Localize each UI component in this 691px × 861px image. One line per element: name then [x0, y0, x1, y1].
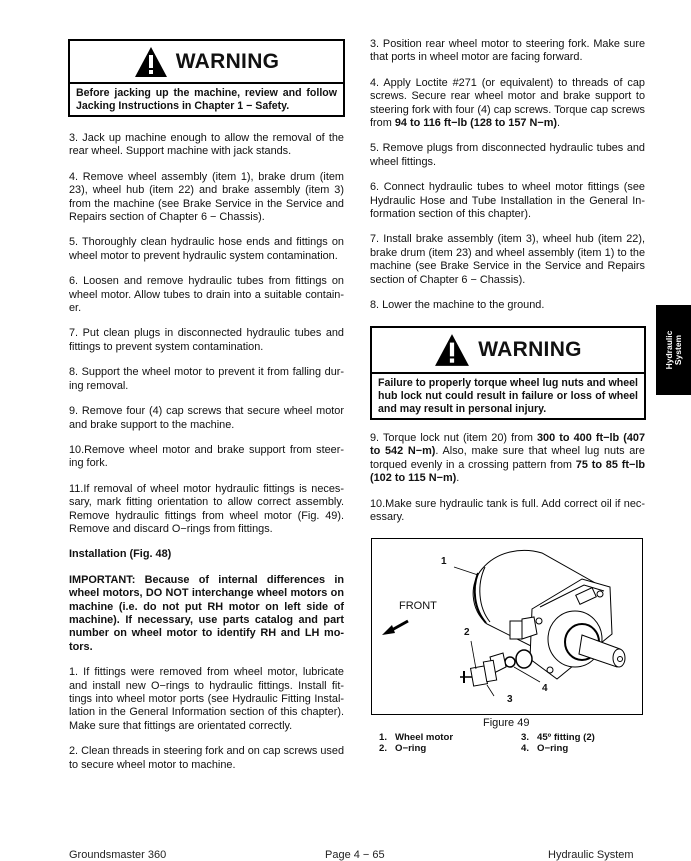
- warning-header: [70, 41, 343, 84]
- legend-item-3: [521, 732, 595, 743]
- warning-box-jacking: [68, 39, 345, 117]
- section-tab-label: [665, 331, 683, 370]
- callout-4: 4: [542, 683, 548, 694]
- install-step-5: 5. Remove plugs from disconnected hydraulic tubes and wheel fittings.: [370, 142, 645, 168]
- legend-label: O−ring: [395, 743, 427, 754]
- tab-line-1: Hydraulic: [663, 330, 674, 370]
- legend-label: 45º fitting (2): [537, 732, 595, 743]
- legend-num: 2.: [379, 743, 388, 754]
- legend-label: Wheel motor: [395, 732, 454, 743]
- install-step-4: [370, 77, 645, 131]
- torque-spec: 94 to 116 ft−lb (128 to 157 N−m): [394, 117, 558, 130]
- step-9: 9. Remove four (4) cap screws that secure wheel motor and brake support to the machine.: [69, 405, 344, 431]
- warning-title: WARNING: [175, 49, 280, 73]
- warning-text: Failure to properly torque wheel lug nuts and wheel hub lock nut could result in failure or loss of wheel and may result in personal injury.: [378, 377, 638, 415]
- front-arrow-icon: [382, 621, 408, 635]
- install-step-8: 8. Lower the machine to the ground.: [370, 299, 545, 312]
- section-tab-hydraulic-system: [656, 305, 691, 395]
- figure-49-frame: [371, 538, 643, 715]
- step-4-text: 4. Apply Loctite #271 (or equivalent) to threads of cap screws. Secure rear wheel motor and brake support to steering fork with four (4) cap screws. Torque cap screws from: [370, 76, 645, 130]
- lugnut-torque-spec: 75 to 85 ft−lb (102 to 115 N−m): [370, 458, 645, 485]
- callout-1: 1: [441, 556, 447, 567]
- step-5: 5. Thoroughly clean hydraulic hose ends and fittings on wheel motor to prevent hydraulic system contamination.: [69, 236, 344, 262]
- step-6: 6. Loosen and remove hydraulic tubes from fittings on wheel motor. Allow tubes to drain into a suitable contain-er.: [69, 275, 344, 315]
- left-column: [69, 132, 344, 772]
- callout-3: 3: [507, 694, 513, 705]
- installation-heading: Installation (Fig. 48): [69, 548, 172, 561]
- tab-line-2: System: [672, 334, 683, 366]
- footer-section-name: Hydraulic System: [548, 849, 634, 861]
- warning-triangle-icon: [434, 333, 470, 367]
- warning-text: Before jacking up the machine, review and follow Jacking Instructions in Chapter 1 − Safety.: [76, 87, 337, 112]
- important-note: IMPORTANT: Because of internal differences in wheel motors, DO NOT interchange wheel motors on machine (i.e. do not put RH motor on left side of machine). If necessary, use parts catalog and part number on wheel motor to identify RH and LH mo-tors.: [69, 573, 344, 653]
- step-11: 11.If removal of wheel motor hydraulic fittings is neces-sary, mark fitting orientation to allow correct assembly. Remove hydraulic fittings from wheel motor (Fig. 49). Remove and discard O−rings from fittings.: [69, 482, 344, 535]
- step-3: 3. Jack up machine enough to allow the removal of the rear wheel. Support machine with jack stands.: [69, 132, 344, 158]
- legend-item-4: [521, 743, 595, 754]
- legend-num: 3.: [521, 732, 530, 743]
- install-step-10: 10.Make sure hydraulic tank is full. Add correct oil if nec-essary.: [370, 497, 645, 524]
- legend-item-1: [379, 732, 453, 743]
- step-9-text-c: . Also, make sure that wheel lug nuts are torqued evenly in a crossing pattern from: [370, 445, 645, 471]
- install-step-9: [370, 432, 645, 486]
- warning-triangle-icon: [134, 46, 168, 78]
- callout-2: 2: [464, 627, 470, 638]
- step-9-text-a: 9. Torque lock nut (item 20) from: [370, 432, 537, 444]
- install-step-7: 7. Install brake assembly (item 3), wheel hub (item 22), brake drum (item 23) and wheel assembly (item 1) to the machine (see Brake Service in the Service and Repairs section of Chapter 6 − Chassis).: [370, 233, 645, 286]
- warning-box-torque: [370, 326, 646, 420]
- install-step-3: 3. Position rear wheel motor to steering fork. Make sure that ports in wheel motor are facing forward.: [370, 38, 645, 64]
- install-step-1: 1. If fittings were removed from wheel motor, lubricate and install new O−rings to hydraulic fittings. Install fit-tings into wheel motor ports (see Hydraulic Fitting Instal-lation in the General Information section of this chapter). Make sure that fittings are orientated correctly.: [69, 666, 344, 732]
- legend-num: 4.: [521, 743, 530, 754]
- step-7: 7. Put clean plugs in disconnected hydraulic tubes and fittings to prevent system contamination.: [69, 327, 344, 353]
- front-label: FRONT: [399, 600, 437, 612]
- figure-caption: Figure 49: [483, 717, 530, 729]
- step-9-text-e: .: [456, 472, 460, 485]
- wheel-motor-illustration: [372, 539, 642, 714]
- footer-manual-title: Groundsmaster 360: [69, 849, 167, 861]
- legend-label: O−ring: [537, 743, 569, 754]
- figure-legend-left: [379, 732, 453, 754]
- warning-title: WARNING: [478, 338, 582, 361]
- locknut-torque-spec: 300 to 400 ft−lb (407 to 542 N−m): [370, 432, 646, 458]
- figure-legend-right: [521, 732, 595, 754]
- legend-num: 1.: [379, 732, 388, 743]
- step-4: 4. Remove wheel assembly (item 1), brake drum (item 23), wheel hub (item 22) and brake assembly (item 3) from the machine (see Brake Service in the Service and Repairs section of Chapter 6 − Chassis).: [69, 170, 344, 224]
- warning-header: [372, 328, 644, 374]
- right-column-bottom: [370, 432, 645, 524]
- footer-page-number: Page 4 − 65: [325, 849, 385, 861]
- step-8: 8. Support the wheel motor to prevent it from falling dur-ing removal.: [69, 366, 344, 392]
- install-step-6: 6. Connect hydraulic tubes to wheel motor fittings (see Hydraulic Hose and Tube Installation in the General In-formation section of this chapter).: [370, 181, 645, 221]
- step-4-end: .: [557, 117, 561, 130]
- legend-item-2: [379, 743, 453, 754]
- step-10: 10.Remove wheel motor and brake support from steer-ing fork.: [69, 443, 344, 470]
- install-step-2: 2. Clean threads in steering fork and on cap screws used to secure wheel motor to machine.: [69, 745, 344, 771]
- right-column-top: [370, 38, 645, 313]
